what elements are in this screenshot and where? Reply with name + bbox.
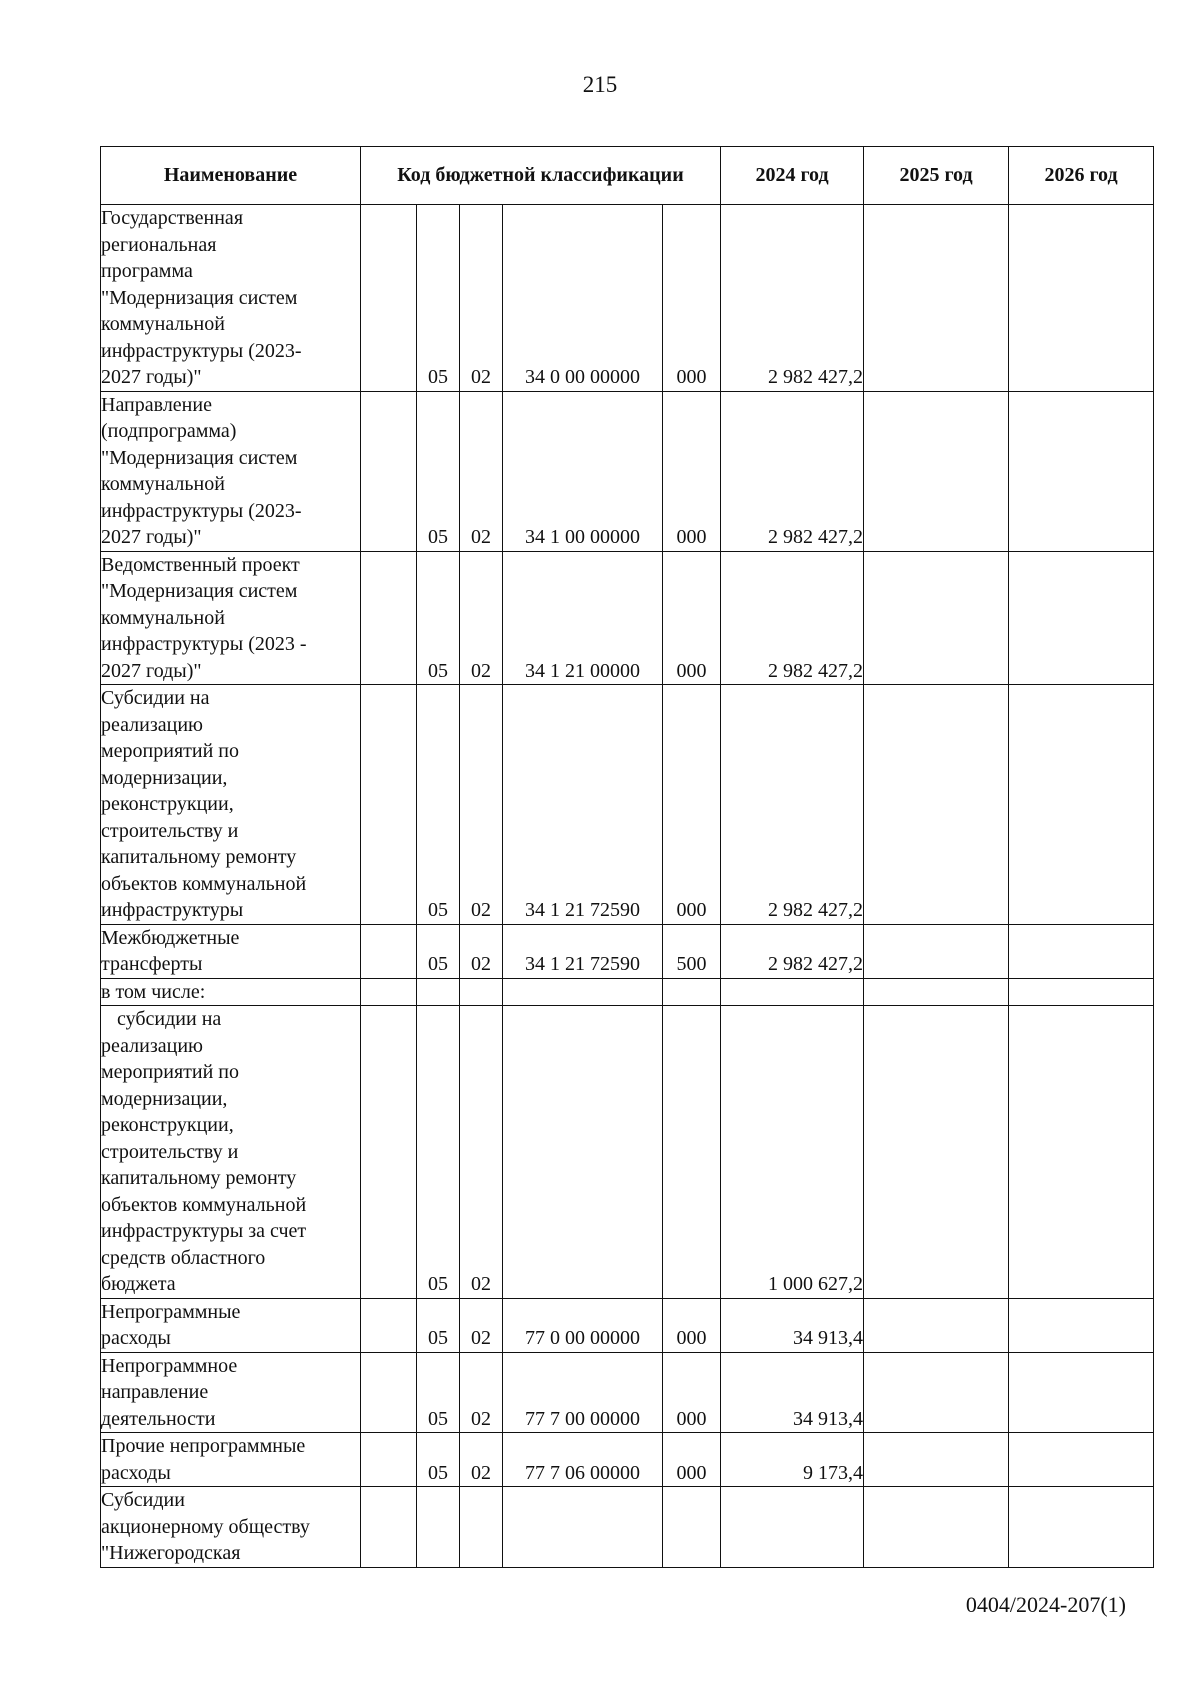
- row-name-text: деятельности: [101, 1407, 216, 1430]
- table-row: [101, 205, 1154, 392]
- amount-2026-cell: [1009, 391, 1154, 551]
- row-name-text: Субсидии: [101, 1489, 185, 1511]
- table-row: [101, 1433, 1154, 1487]
- section-code-cell: 05: [417, 1006, 460, 1299]
- row-name-line: [101, 1540, 360, 1567]
- subsection-code-cell: 02: [460, 1352, 503, 1433]
- amount-2026-cell: [1009, 978, 1154, 1006]
- row-name-line: [101, 685, 360, 712]
- subsection-code-cell: 02: [460, 205, 503, 392]
- row-name-text: расходы: [101, 1327, 171, 1349]
- subsection-code-cell: 02: [460, 391, 503, 551]
- expense-type-cell: 000: [663, 551, 721, 685]
- row-name-text: бюджета: [101, 1273, 176, 1295]
- row-name-line: [101, 311, 360, 338]
- section-code-cell: 05: [417, 205, 460, 392]
- row-name-text: объектов коммунальной: [101, 1193, 307, 1216]
- row-name-line: [101, 1218, 360, 1245]
- row-name-line: [101, 1487, 360, 1514]
- target-article-cell: 77 0 00 00000: [503, 1298, 663, 1352]
- row-name-line: [101, 498, 360, 525]
- row-name-line: [101, 791, 360, 818]
- spacer-cell: [361, 978, 417, 1006]
- row-name-cell: [101, 551, 361, 685]
- row-name-line: [101, 1325, 360, 1352]
- table-row: [101, 391, 1154, 551]
- row-name-text: Прочие непрограммные: [101, 1435, 306, 1457]
- table-row: [101, 1298, 1154, 1352]
- amount-2024-cell: 2 982 427,2: [721, 205, 864, 392]
- row-name-line: [101, 979, 360, 1006]
- row-name-line: [101, 818, 360, 845]
- row-name-text: Ведомственный проект: [101, 553, 300, 576]
- row-name-line: [101, 712, 360, 739]
- row-name-text: региональная: [101, 233, 217, 256]
- row-name-line: [101, 418, 360, 445]
- row-name-text: инфраструктуры (2023-: [101, 499, 302, 522]
- row-name-text: 2027 годы)": [101, 659, 202, 682]
- amount-2025-cell: [864, 1433, 1009, 1487]
- section-code-cell: 05: [417, 685, 460, 925]
- row-name-text: коммунальной: [101, 473, 225, 495]
- amount-2026-cell: [1009, 1298, 1154, 1352]
- expense-type-cell: 500: [663, 924, 721, 978]
- row-name-line: [101, 1086, 360, 1113]
- amount-2026-cell: [1009, 1433, 1154, 1487]
- amount-2024-cell: [721, 978, 864, 1006]
- row-name-text: реализацию: [101, 713, 203, 736]
- amount-2024-cell: 2 982 427,2: [721, 391, 864, 551]
- amount-2024-cell: [721, 1487, 864, 1568]
- row-name-line: [101, 205, 360, 232]
- amount-2026-cell: [1009, 685, 1154, 925]
- section-code-cell: 05: [417, 551, 460, 685]
- amount-2025-cell: [864, 978, 1009, 1006]
- section-code-cell: 05: [417, 1298, 460, 1352]
- section-code-cell: 05: [417, 1352, 460, 1433]
- subsection-code-cell: 02: [460, 1298, 503, 1352]
- target-article-cell: [503, 978, 663, 1006]
- amount-2025-cell: [864, 551, 1009, 685]
- row-name-text: капитальному ремонту: [101, 846, 297, 868]
- amount-2025-cell: [864, 685, 1009, 925]
- row-name-cell: [101, 685, 361, 925]
- budget-table: [100, 146, 1154, 1568]
- amount-2024-cell: 34 913,4: [721, 1298, 864, 1352]
- section-code-cell: [417, 978, 460, 1006]
- row-name-line: [101, 1059, 360, 1086]
- amount-2026-cell: [1009, 924, 1154, 978]
- row-name-text: реконструкции,: [101, 793, 234, 815]
- row-name-text: объектов коммунальной: [101, 872, 307, 895]
- row-name-line: [101, 1433, 360, 1460]
- table-row: [101, 978, 1154, 1006]
- expense-type-cell: 000: [663, 1352, 721, 1433]
- row-name-text: "Нижегородская: [101, 1542, 241, 1564]
- row-name-text: реализацию: [101, 1034, 203, 1057]
- row-name-line: [101, 232, 360, 259]
- row-name-text: Непрограммные: [101, 1300, 241, 1323]
- row-name-cell: [101, 1298, 361, 1352]
- row-name-line: [101, 1192, 360, 1219]
- target-article-cell: 34 1 21 72590: [503, 924, 663, 978]
- table-row: [101, 1487, 1154, 1568]
- row-name-text: строительству и: [101, 1140, 239, 1163]
- row-name-text: инфраструктуры: [101, 899, 244, 921]
- expense-type-cell: 000: [663, 205, 721, 392]
- expense-type-cell: [663, 978, 721, 1006]
- expense-type-cell: 000: [663, 1298, 721, 1352]
- subsection-code-cell: 02: [460, 551, 503, 685]
- row-name-line: [101, 871, 360, 898]
- row-name-text: модернизации,: [101, 766, 228, 789]
- subsection-code-cell: 02: [460, 1433, 503, 1487]
- section-code-cell: 05: [417, 1433, 460, 1487]
- amount-2026-cell: [1009, 1006, 1154, 1299]
- target-article-cell: 77 7 00 00000: [503, 1352, 663, 1433]
- table-body: [101, 205, 1154, 1568]
- amount-2025-cell: [864, 205, 1009, 392]
- row-name-text: программа: [101, 260, 193, 282]
- row-name-text: 2027 годы)": [101, 526, 202, 548]
- amount-2024-cell: 34 913,4: [721, 1352, 864, 1433]
- row-name-line: [101, 1006, 360, 1033]
- row-name-line: [101, 1112, 360, 1139]
- row-name-line: [101, 1514, 360, 1541]
- row-name-text: коммунальной: [101, 606, 225, 629]
- row-name-line: [101, 1165, 360, 1192]
- row-name-cell: [101, 1433, 361, 1487]
- amount-2025-cell: [864, 924, 1009, 978]
- row-name-cell: [101, 205, 361, 392]
- amount-2025-cell: [864, 1006, 1009, 1299]
- spacer-cell: [361, 391, 417, 551]
- amount-2025-cell: [864, 1352, 1009, 1433]
- row-name-line: [101, 392, 360, 419]
- target-article-cell: [503, 1006, 663, 1299]
- amount-2024-cell: 2 982 427,2: [721, 551, 864, 685]
- table-row: [101, 1006, 1154, 1299]
- row-name-text: (подпрограмма): [101, 420, 237, 442]
- amount-2025-cell: [864, 1487, 1009, 1568]
- table-row: [101, 924, 1154, 978]
- row-name-cell: [101, 391, 361, 551]
- header-2026: 2026 год: [1009, 147, 1154, 205]
- row-name-text: 2027 годы)": [101, 366, 202, 388]
- amount-2026-cell: [1009, 551, 1154, 685]
- section-code-cell: [417, 1487, 460, 1568]
- amount-2024-cell: 9 173,4: [721, 1433, 864, 1487]
- row-name-text: мероприятий по: [101, 1061, 239, 1083]
- row-name-text: "Модернизация систем: [101, 446, 298, 469]
- spacer-cell: [361, 924, 417, 978]
- spacer-cell: [361, 1352, 417, 1433]
- row-name-cell: [101, 1352, 361, 1433]
- row-name-text: "Модернизация систем: [101, 286, 298, 309]
- spacer-cell: [361, 205, 417, 392]
- header-name: Наименование: [101, 147, 361, 205]
- target-article-cell: 34 1 21 72590: [503, 685, 663, 925]
- table-row: [101, 1352, 1154, 1433]
- row-name-line: [101, 578, 360, 605]
- row-name-line: [101, 765, 360, 792]
- row-name-line: [101, 951, 360, 978]
- amount-2026-cell: [1009, 1352, 1154, 1433]
- row-name-text: расходы: [101, 1461, 171, 1484]
- target-article-cell: 34 0 00 00000: [503, 205, 663, 392]
- row-name-text: в том числе:: [101, 980, 206, 1003]
- target-article-cell: 34 1 00 00000: [503, 391, 663, 551]
- row-name-line: [101, 1406, 360, 1433]
- subsection-code-cell: [460, 1487, 503, 1568]
- row-name-text: строительству и: [101, 819, 239, 842]
- row-name-line: [101, 844, 360, 871]
- spacer-cell: [361, 1298, 417, 1352]
- amount-2024-cell: 1 000 627,2: [721, 1006, 864, 1299]
- row-name-text: направление: [101, 1381, 209, 1403]
- row-name-line: [101, 1033, 360, 1060]
- row-name-text: "Модернизация систем: [101, 580, 298, 602]
- row-name-text: средств областного: [101, 1246, 266, 1269]
- row-name-cell: [101, 1006, 361, 1299]
- spacer-cell: [361, 1006, 417, 1299]
- amount-2026-cell: [1009, 1487, 1154, 1568]
- row-name-text: субсидии на: [117, 1008, 222, 1030]
- row-name-line: [101, 445, 360, 472]
- row-name-cell: [101, 1487, 361, 1568]
- row-name-text: инфраструктуры (2023-: [101, 339, 302, 362]
- row-name-line: [101, 658, 360, 685]
- header-2025: 2025 год: [864, 147, 1009, 205]
- row-name-line: [101, 605, 360, 632]
- row-name-text: Субсидии на: [101, 687, 210, 709]
- row-name-line: [101, 1271, 360, 1298]
- section-code-cell: 05: [417, 924, 460, 978]
- expense-type-cell: [663, 1487, 721, 1568]
- row-name-text: инфраструктуры (2023 -: [101, 633, 307, 655]
- table-header-row: [101, 147, 1154, 205]
- row-name-line: [101, 1379, 360, 1406]
- spacer-cell: [361, 551, 417, 685]
- spacer-cell: [361, 1487, 417, 1568]
- row-name-line: [101, 524, 360, 551]
- row-name-text: Направление: [101, 393, 212, 416]
- row-name-text: модернизации,: [101, 1087, 228, 1110]
- row-name-line: [101, 338, 360, 365]
- row-name-cell: [101, 924, 361, 978]
- subsection-code-cell: 02: [460, 924, 503, 978]
- row-name-text: трансферты: [101, 953, 203, 975]
- amount-2026-cell: [1009, 205, 1154, 392]
- spacer-cell: [361, 1433, 417, 1487]
- row-name-text: реконструкции,: [101, 1114, 234, 1136]
- row-name-line: [101, 1299, 360, 1326]
- subsection-code-cell: 02: [460, 1006, 503, 1299]
- row-name-line: [101, 1245, 360, 1272]
- row-name-text: коммунальной: [101, 313, 225, 335]
- table-row: [101, 685, 1154, 925]
- header-2024: 2024 год: [721, 147, 864, 205]
- amount-2024-cell: 2 982 427,2: [721, 924, 864, 978]
- row-name-text: акционерному обществу: [101, 1515, 310, 1538]
- amount-2024-cell: 2 982 427,2: [721, 685, 864, 925]
- document-code: 0404/2024-207(1): [965, 1592, 1126, 1617]
- row-name-line: [101, 285, 360, 312]
- row-name-line: [101, 631, 360, 658]
- amount-2025-cell: [864, 391, 1009, 551]
- row-name-cell: [101, 978, 361, 1006]
- row-name-line: [101, 364, 360, 391]
- row-name-line: [101, 925, 360, 952]
- spacer-cell: [361, 685, 417, 925]
- target-article-cell: [503, 1487, 663, 1568]
- row-name-line: [101, 1460, 360, 1487]
- row-name-text: капитальному ремонту: [101, 1167, 297, 1189]
- row-name-text: Межбюджетные: [101, 926, 240, 949]
- row-name-line: [101, 897, 360, 924]
- row-name-text: Государственная: [101, 207, 244, 229]
- section-code-cell: 05: [417, 391, 460, 551]
- row-name-text: Непрограммное: [101, 1354, 238, 1377]
- row-name-line: [101, 738, 360, 765]
- row-name-line: [101, 471, 360, 498]
- row-name-line: [101, 1353, 360, 1380]
- expense-type-cell: 000: [663, 1433, 721, 1487]
- row-name-line: [101, 1139, 360, 1166]
- expense-type-cell: 000: [663, 685, 721, 925]
- page-number: 215: [582, 72, 618, 97]
- expense-type-cell: 000: [663, 391, 721, 551]
- subsection-code-cell: [460, 978, 503, 1006]
- amount-2025-cell: [864, 1298, 1009, 1352]
- row-name-text: мероприятий по: [101, 740, 239, 762]
- target-article-cell: 34 1 21 00000: [503, 551, 663, 685]
- row-name-line: [101, 552, 360, 579]
- table-row: [101, 551, 1154, 685]
- header-code: Код бюджетной классификации: [361, 147, 721, 205]
- row-name-text: инфраструктуры за счет: [101, 1220, 307, 1242]
- row-name-line: [101, 258, 360, 285]
- target-article-cell: 77 7 06 00000: [503, 1433, 663, 1487]
- expense-type-cell: [663, 1006, 721, 1299]
- subsection-code-cell: 02: [460, 685, 503, 925]
